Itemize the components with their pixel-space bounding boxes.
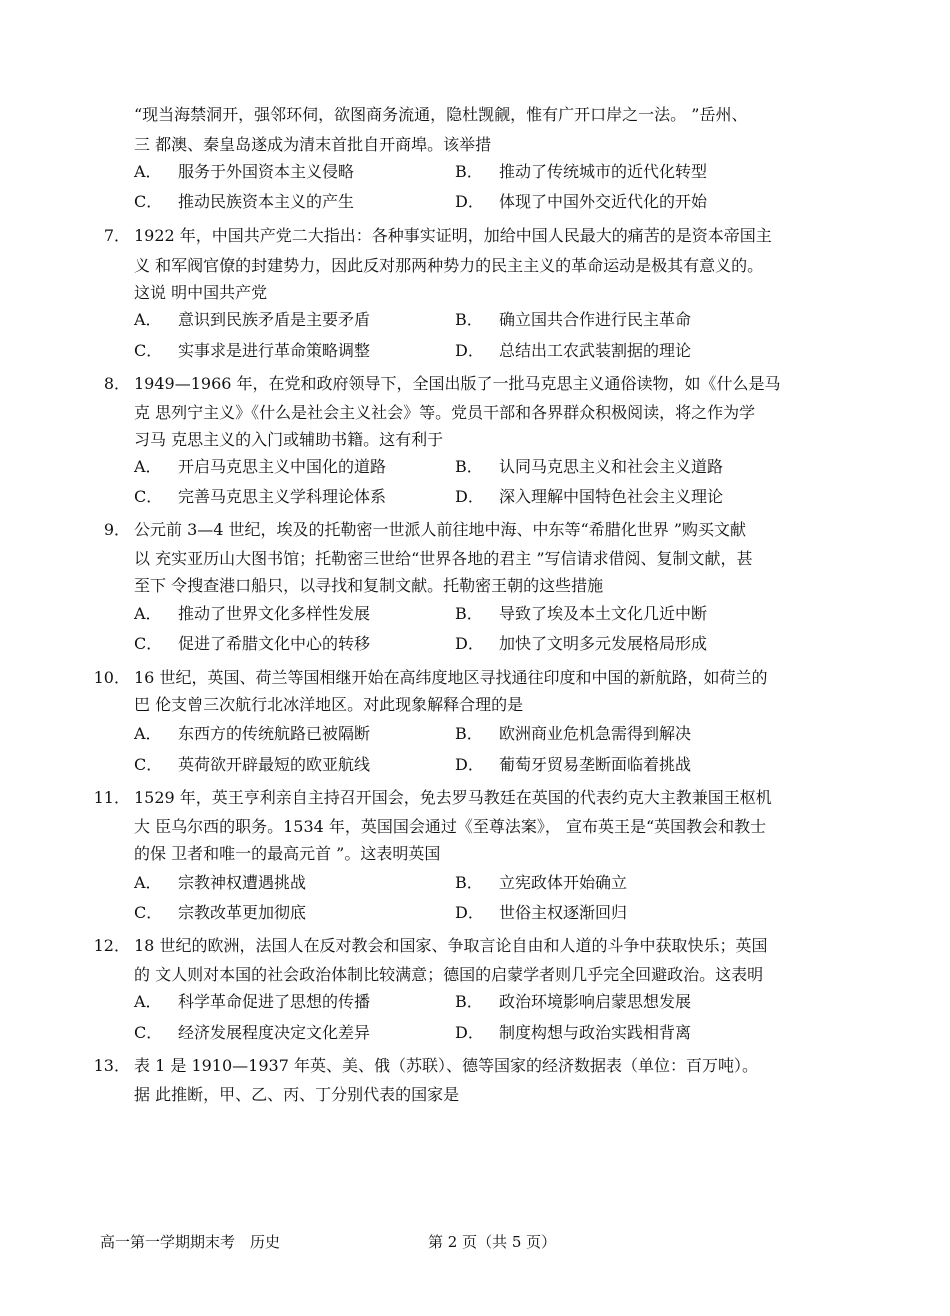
option-c: C． 实事求是进行革命策略调整 xyxy=(134,341,371,360)
intro-option-a: A． 服务于外国资本主义侵略 xyxy=(134,162,355,181)
option-d: D． 葡萄牙贸易垄断面临着挑战 xyxy=(455,755,692,774)
intro-line-1: “现当海禁洞开，强邻环伺，欲图商务流通，隐杜觊觎，惟有广开口岸之一法。 ”岳州、 xyxy=(134,105,748,124)
option-b: B． 立宪政体开始确立 xyxy=(455,873,628,892)
question-stem-line: 克 思列宁主义》《什么是社会主义社会》等。党员干部和各界群众积极阅读，将之作为学 xyxy=(134,403,756,422)
question-stem-line: 大 臣乌尔西的职务。1534 年，英国国会通过《至尊法案》， 宣布英王是“英国教会和教士 xyxy=(134,817,767,836)
option-d: D． 深入理解中国特色社会主义理论 xyxy=(455,487,724,506)
option-a: A． 东西方的传统航路已被隔断 xyxy=(134,724,371,743)
option-a: A． 宗教神权遭遇挑战 xyxy=(134,873,307,892)
footer-exam-title: 高一第一学期期末考 历史 xyxy=(100,1233,281,1251)
option-b: B． 认同马克思主义和社会主义道路 xyxy=(455,457,724,476)
question-number: 13． xyxy=(93,1056,130,1075)
question-stem-line: 公元前 3—4 世纪，埃及的托勒密一世派人前往地中海、中东等“希腊化世界 ”购买文献 xyxy=(134,520,746,539)
question-stem-line: 16 世纪，英国、荷兰等国相继开始在高纬度地区寻找通往印度和中国的新航路，如荷兰的 xyxy=(134,668,768,687)
question-stem-line: 据 此推断，甲、乙、丙、丁分别代表的国家是 xyxy=(134,1085,460,1104)
question-stem-line: 表 1 是 1910—1937 年英、美、俄（苏联）、德等国家的经济数据表（单位：百万吨）。 xyxy=(134,1056,758,1075)
question-stem-line: 义 和军阀官僚的封建势力，因此反对那两种势力的民主主义的革命运动是极其有意义的。 xyxy=(134,256,764,275)
option-c: C． 经济发展程度决定文化差异 xyxy=(134,1023,371,1042)
option-d: D． 总结出工农武装割据的理论 xyxy=(455,341,692,360)
option-b: B． 确立国共合作进行民主革命 xyxy=(455,310,692,329)
intro-line-2: 三 都澳、秦皇岛遂成为清末首批自开商埠。该举措 xyxy=(134,135,492,154)
question-stem-line: 巴 伦支曾三次航行北冰洋地区。对此现象解释合理的是 xyxy=(134,695,524,714)
option-c: C． 英荷欲开辟最短的欧亚航线 xyxy=(134,755,371,774)
question-number: 10． xyxy=(93,668,130,687)
option-d: D． 加快了文明多元发展格局形成 xyxy=(455,634,708,653)
question-number: 11． xyxy=(93,788,130,807)
intro-option-d: D． 体现了中国外交近代化的开始 xyxy=(455,192,708,211)
question-stem-line: 习马 克思主义的入门或辅助书籍。这有利于 xyxy=(134,430,444,449)
question-stem-line: 1949—1966 年，在党和政府领导下，全国出版了一批马克思主义通俗读物，如《什么是马 xyxy=(134,374,781,393)
option-a: A． 意识到民族矛盾是主要矛盾 xyxy=(134,310,371,329)
option-b: B． 欧洲商业危机急需得到解决 xyxy=(455,724,692,743)
question-stem-line: 这说 明中国共产党 xyxy=(134,283,268,302)
question-number: 7． xyxy=(103,226,130,245)
question-stem-line: 1529 年，英王亨利亲自主持召开国会，免去罗马教廷在英国的代表约克大主教兼国王枢机 xyxy=(134,788,772,807)
intro-option-b: B． 推动了传统城市的近代化转型 xyxy=(455,162,708,181)
option-b: B． 政治环境影响启蒙思想发展 xyxy=(455,992,692,1011)
option-d: D． 世俗主权逐渐回归 xyxy=(455,903,628,922)
question-number: 8． xyxy=(103,374,130,393)
option-c: C． 完善马克思主义学科理论体系 xyxy=(134,487,387,506)
option-c: C． 促进了希腊文化中心的转移 xyxy=(134,634,371,653)
question-stem-line: 以 充实亚历山大图书馆；托勒密三世给“世界各地的君主 ”写信请求借阅、复制文献，甚 xyxy=(134,549,753,568)
question-stem-line: 18 世纪的欧洲，法国人在反对教会和国家、争取言论自由和人道的斗争中获取快乐；英国 xyxy=(134,936,768,955)
question-stem-line: 的 文人则对本国的社会政治体制比较满意；德国的启蒙学者则几乎完全回避政治。这表明 xyxy=(134,965,764,984)
option-a: A． 推动了世界文化多样性发展 xyxy=(134,604,371,623)
question-number: 12． xyxy=(93,936,130,955)
option-d: D． 制度构想与政治实践相背离 xyxy=(455,1023,692,1042)
intro-option-c: C． 推动民族资本主义的产生 xyxy=(134,192,355,211)
option-a: A． 开启马克思主义中国化的道路 xyxy=(134,457,387,476)
question-stem-line: 1922 年，中国共产党二大指出：各种事实证明，加给中国人民最大的痛苦的是资本帝国主 xyxy=(134,226,772,245)
question-number: 9． xyxy=(103,520,130,539)
question-stem-line: 至下 令搜查港口船只，以寻找和复制文献。托勒密王朝的这些措施 xyxy=(134,576,604,595)
footer-page-number: 第 2 页（共 5 页） xyxy=(428,1233,557,1251)
option-b: B． 导致了埃及本土文化几近中断 xyxy=(455,604,708,623)
option-a: A． 科学革命促进了思想的传播 xyxy=(134,992,371,1011)
question-stem-line: 的保 卫者和唯一的最高元首 ”。这表明英国 xyxy=(134,844,441,863)
option-c: C． 宗教改革更加彻底 xyxy=(134,903,307,922)
